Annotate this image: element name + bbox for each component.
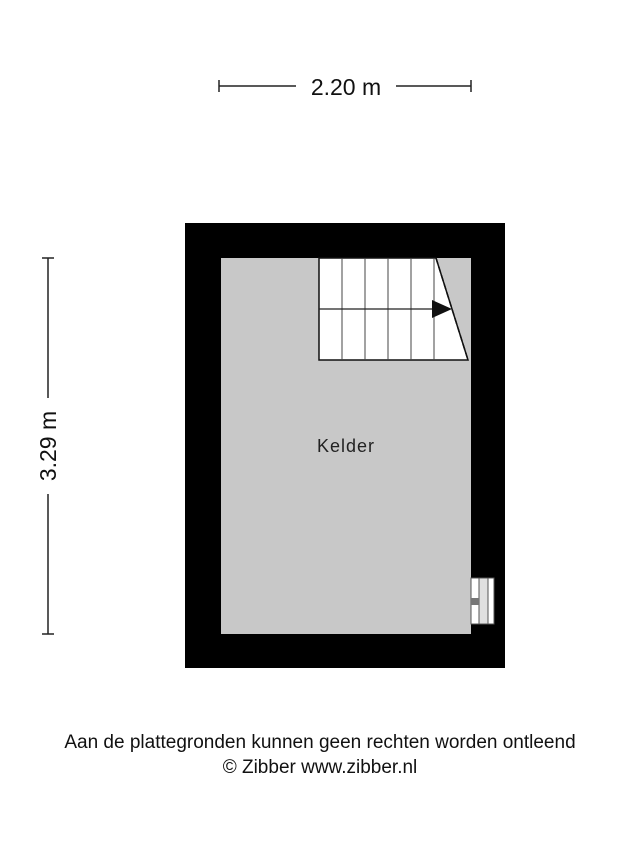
width-dimension	[219, 74, 471, 100]
disclaimer-text: Aan de plattegronden kunnen geen rechten worden ontleend	[64, 732, 576, 753]
room-label: Kelder	[316, 436, 376, 456]
height-label: 3.29 m	[35, 410, 61, 482]
wall-window	[471, 578, 494, 624]
width-label: 2.20 m	[310, 74, 382, 100]
credit-text: © Zibber www.zibber.nl	[222, 757, 418, 778]
height-dimension	[35, 258, 61, 634]
